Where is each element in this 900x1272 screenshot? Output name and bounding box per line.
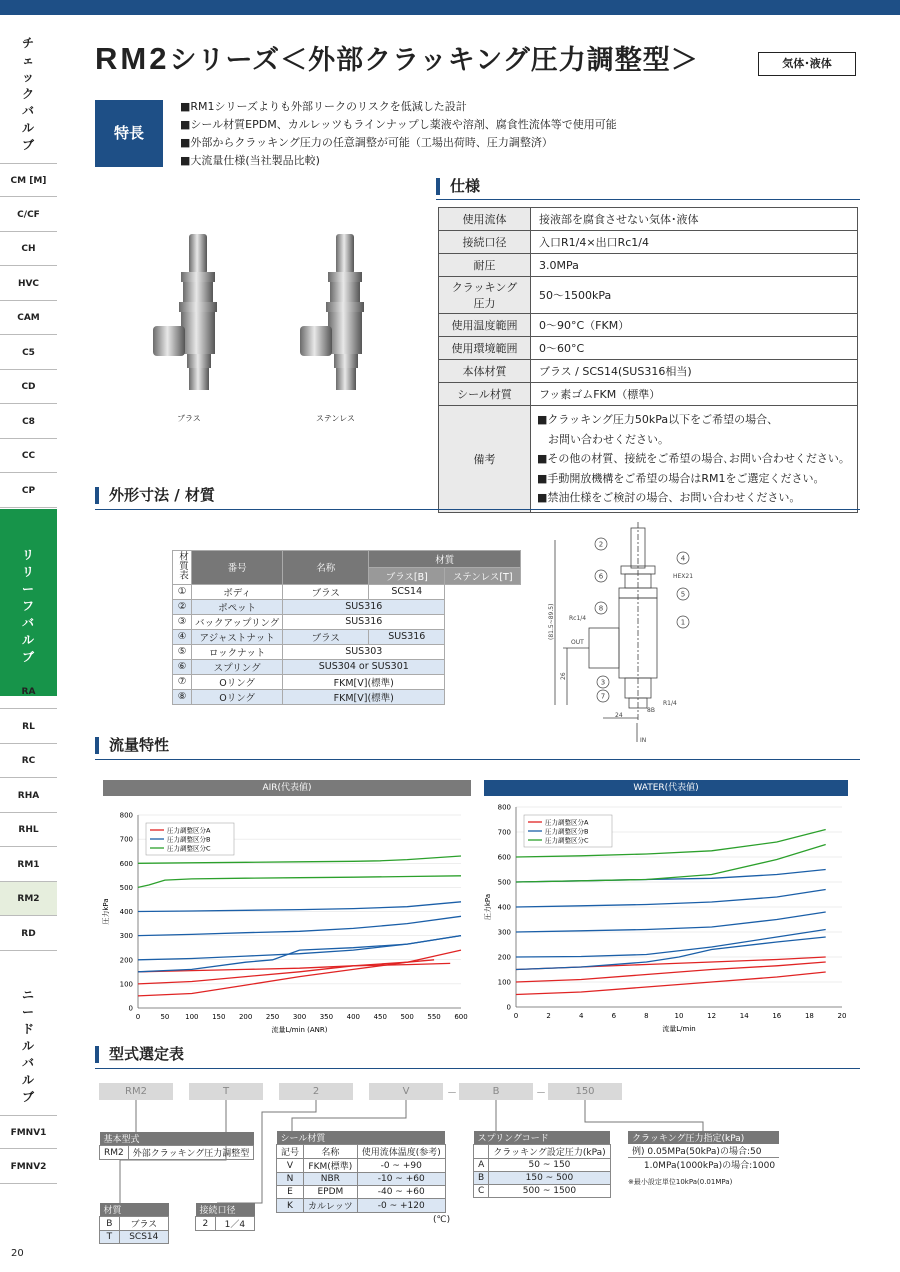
stainless-caption: ステンレス [316, 414, 355, 423]
water-chart-header: WATER(代表値) [484, 780, 848, 796]
x-tick-label: 350 [319, 1013, 334, 1021]
y-tick-label: 300 [119, 932, 133, 941]
spec-notes [531, 406, 858, 513]
features-list [180, 98, 617, 170]
material-no: ⑦ [173, 674, 192, 689]
series-line [138, 963, 450, 971]
port-code-table: 接続口径 2 1／4 [195, 1203, 255, 1231]
spec-note-line: ■クラッキング圧力50kPa以下をご希望の場合、 [537, 413, 779, 426]
sidebar-item[interactable]: C5 [0, 336, 57, 370]
y-tick-label: 100 [497, 978, 511, 987]
material-brass: ブラス [283, 584, 369, 599]
material-no: ① [173, 584, 192, 599]
seal-cell: K [277, 1199, 304, 1213]
y-tick-label: 300 [497, 928, 511, 937]
x-tick-label: 6 [611, 1012, 617, 1020]
air-flow-chart [100, 802, 475, 1037]
spec-row [439, 337, 858, 360]
x-tick-label: 4 [578, 1012, 584, 1020]
seal-cell: FKM(標準) [304, 1159, 358, 1173]
material-table [172, 550, 521, 705]
dim-24: 24 [615, 712, 623, 719]
sidebar-item[interactable]: CD [0, 370, 57, 404]
spec-value: 3.0MPa [531, 254, 858, 277]
material-name: Oリング [192, 689, 283, 704]
flow-heading-rule [95, 759, 860, 760]
material-value: FKM[V](標準) [283, 674, 445, 689]
seal-cell: -0 ~ +120 [357, 1199, 445, 1213]
seal-cell: -10 ~ +60 [357, 1173, 445, 1186]
material-brass: ブラス [283, 629, 369, 644]
spec-heading-rule [436, 199, 860, 200]
legend-label: 圧力調整区分A [167, 826, 211, 835]
spec-value: 入口R1/4×出口Rc1/4 [531, 231, 858, 254]
dim-26: 26 [560, 672, 567, 680]
y-axis-label: 圧力kPa [102, 898, 110, 925]
model-box-seal: V [369, 1083, 443, 1100]
model-box-spring: B [459, 1083, 533, 1100]
spec-value: 0～90°C（FKM） [531, 314, 858, 337]
spec-key: 本体材質 [439, 360, 531, 383]
spec-value: フッ素ゴムFKM（標準） [531, 383, 858, 406]
spec-note-key: 備考 [439, 406, 531, 513]
series-line [138, 936, 461, 960]
features-label: 特長 [95, 100, 163, 167]
sidebar-item[interactable]: RM1 [0, 848, 57, 882]
x-tick-label: 400 [346, 1013, 361, 1021]
series-line [138, 960, 434, 984]
y-tick-label: 100 [119, 980, 133, 989]
spring-row [474, 1159, 611, 1172]
material-no: ⑥ [173, 659, 192, 674]
top-bar [0, 0, 900, 15]
legend-label: 圧力調整区分B [545, 827, 589, 836]
r-label: R1/4 [663, 700, 677, 707]
sidebar-item[interactable]: FMNV2 [0, 1150, 57, 1184]
model-box-material: T [189, 1083, 263, 1100]
spec-table [438, 207, 858, 513]
model-box-series: RM2 [99, 1083, 173, 1100]
x-tick-label: 14 [739, 1012, 749, 1020]
feature-item: ■シール材質EPDM、カルレッツもラインナップし薬液や溶剤、腐食性流体等で使用可能 [180, 118, 617, 131]
spec-row [439, 208, 858, 231]
sidebar-item[interactable]: CH [0, 232, 57, 266]
x-tick-label: 0 [135, 1013, 141, 1021]
sidebar-nav [0, 15, 57, 1272]
sidebar-relief-valve-section[interactable] [0, 509, 57, 696]
seal-cell: N [277, 1173, 304, 1186]
legend-label: 圧力調整区分A [545, 818, 589, 827]
spec-key: 接続口径 [439, 231, 531, 254]
x-axis-label: 流量L/min (ANR) [271, 1026, 328, 1034]
material-value: SUS316 [283, 614, 445, 629]
x-tick-label: 0 [513, 1012, 519, 1020]
x-tick-label: 550 [427, 1013, 441, 1021]
seal-row [277, 1159, 446, 1173]
sidebar-needle-valve-label: ニ ー ド ル バ ル ブ [21, 988, 35, 1104]
model-heading-rule [95, 1068, 860, 1069]
balloon-6: 6 [598, 572, 604, 581]
x-tick-label: 2 [546, 1012, 551, 1020]
y-tick-label: 500 [497, 878, 511, 887]
material-name: アジャストナット [192, 629, 283, 644]
material-no: ⑤ [173, 644, 192, 659]
sidebar-item[interactable]: RD [0, 917, 57, 951]
balloon-4: 4 [680, 554, 686, 563]
spec-key: クラッキング圧力 [439, 277, 531, 314]
brass-caption: ブラス [177, 414, 201, 423]
balloon-1: 1 [680, 618, 686, 627]
seal-unit: (℃) [433, 1215, 451, 1225]
material-table-side-label: 材質表 [173, 551, 192, 585]
spec-note-line: ■禁油仕様をご検討の場合、お問い合わせください。 [537, 491, 801, 504]
model-dash: － [447, 1088, 457, 1099]
legend-label: 圧力調整区分B [167, 835, 211, 844]
series-line [516, 972, 826, 995]
rc-label: Rc1/4 [569, 615, 587, 622]
y-tick-label: 0 [506, 1003, 511, 1012]
material-row [173, 674, 521, 689]
material-no: ② [173, 599, 192, 614]
seal-cell: NBR [304, 1173, 358, 1186]
spec-key: 耐圧 [439, 254, 531, 277]
x-tick-label: 10 [674, 1012, 684, 1020]
material-name: ポペット [192, 599, 283, 614]
col-no: 番号 [192, 551, 283, 585]
material-row [173, 644, 521, 659]
spec-note-line: ■その他の材質、接続をご希望の場合､お問い合わせください｡ [537, 452, 845, 465]
x-tick-label: 150 [212, 1013, 226, 1021]
y-tick-label: 800 [119, 811, 133, 820]
title-rest: シリーズ＜外部クラッキング圧力調整型＞ [169, 45, 699, 76]
material-row [173, 689, 521, 704]
material-row [173, 614, 521, 629]
seal-row [277, 1186, 446, 1199]
sidebar-check-valve-label: チ ェ ッ ク バ ル ブ [21, 36, 35, 152]
sidebar-item[interactable]: FMNV1 [0, 1115, 57, 1149]
seal-cell: E [277, 1186, 304, 1199]
air-chart-header: AIR(代表値) [103, 780, 471, 796]
hex-label: HEX21 [673, 573, 694, 580]
seal-cell: -0 ~ +90 [357, 1159, 445, 1173]
model-dash: － [536, 1088, 546, 1099]
series-line [138, 950, 461, 996]
x-tick-label: 600 [454, 1013, 468, 1021]
sidebar-item[interactable]: CC [0, 439, 57, 473]
page-number: 20 [11, 1248, 24, 1259]
y-tick-label: 600 [119, 859, 133, 868]
seal-cell: V [277, 1159, 304, 1173]
spec-value: 50～1500kPa [531, 277, 858, 314]
material-name: ボディ [192, 584, 283, 599]
material-row [173, 629, 521, 644]
sidebar-item[interactable]: RC [0, 744, 57, 778]
sidebar-item[interactable]: C/CF [0, 198, 57, 232]
seal-code-table: シール材質 記号 名称 使用流体温度(参考) V FKM(標準) -0 ~ +90 N NBR -10 ~ +60 E EPDM -40 ~ +60 K カルレッツ -0 ~ +120 [276, 1131, 446, 1213]
spring-row [474, 1185, 611, 1198]
sidebar-item[interactable]: RA [0, 675, 57, 709]
legend-label: 圧力調整区分C [545, 836, 589, 845]
spec-value: 接液部を腐食させない気体･液体 [531, 208, 858, 231]
series-line [516, 930, 826, 958]
model-box-port: 2 [279, 1083, 353, 1100]
x-tick-label: 500 [400, 1013, 414, 1021]
material-name: Oリング [192, 674, 283, 689]
y-tick-label: 200 [119, 956, 133, 965]
sidebar-item[interactable]: CP [0, 474, 57, 508]
spec-row [439, 277, 858, 314]
spec-key: 使用環境範囲 [439, 337, 531, 360]
cracking-table: クラッキング圧力指定(kPa) 例) 0.05MPa(50kPa)の場合:50 1.0MPa(1000kPa)の場合:1000 [628, 1131, 779, 1171]
dimension-drawing [533, 520, 733, 745]
y-tick-label: 200 [497, 953, 511, 962]
x-tick-label: 8 [644, 1012, 649, 1020]
x-tick-label: 18 [804, 1012, 814, 1020]
material-row [173, 584, 521, 599]
spring-cell: 50 ~ 150 [489, 1159, 610, 1172]
sidebar-item[interactable]: CM [M] [0, 163, 57, 197]
x-tick-label: 100 [185, 1013, 199, 1021]
water-flow-chart [482, 796, 852, 1038]
spec-row [439, 360, 858, 383]
model-heading: 型式選定表 [95, 1046, 184, 1063]
series-line [138, 856, 461, 863]
seal-cell: カルレッツ [304, 1199, 358, 1213]
material-no: ③ [173, 614, 192, 629]
material-name: ロックナット [192, 644, 283, 659]
y-tick-label: 700 [497, 828, 511, 837]
spec-row [439, 314, 858, 337]
cracking-note: ※最小設定単位10kPa(0.01MPa) [628, 1178, 733, 1186]
spec-value: 0～60°C [531, 337, 858, 360]
spring-cell: C [474, 1185, 489, 1198]
series-name: RM2 [95, 41, 170, 76]
y-tick-label: 800 [497, 803, 511, 812]
dims-heading-rule [95, 509, 860, 510]
y-tick-label: 700 [119, 835, 133, 844]
spring-cell: B [474, 1172, 489, 1185]
y-tick-label: 400 [497, 903, 511, 912]
balloon-8: 8 [598, 604, 604, 613]
material-value: SUS304 or SUS301 [283, 659, 445, 674]
stainless-valve-photo [290, 230, 390, 400]
spec-key: 使用流体 [439, 208, 531, 231]
balloon-5: 5 [680, 590, 686, 599]
x-tick-label: 200 [238, 1013, 253, 1021]
dim-8b: 8B [647, 707, 655, 714]
spring-code-table: スプリングコード クラッキング設定圧力(kPa) A 50 ~ 150 B 150 ~ 500 C 500 ~ 1500 [473, 1131, 611, 1198]
spec-note-line: お問い合わせください。 [537, 432, 669, 446]
balloon-7: 7 [600, 692, 606, 701]
series-line [138, 902, 461, 912]
flow-heading: 流量特性 [95, 737, 169, 754]
spec-key: シール材質 [439, 383, 531, 406]
seal-cell: -40 ~ +60 [357, 1186, 445, 1199]
spec-key: 使用温度範囲 [439, 314, 531, 337]
fluid-badge: 気体･液体 [758, 52, 856, 76]
out-label: OUT [571, 639, 584, 646]
y-tick-label: 400 [119, 908, 133, 916]
sidebar-item[interactable]: RHL [0, 813, 57, 847]
sidebar-item[interactable]: RL [0, 710, 57, 744]
spring-cell: 500 ~ 1500 [489, 1185, 610, 1198]
y-axis-label: 圧力kPa [484, 893, 492, 921]
material-stainless: SUS316 [369, 629, 445, 644]
col-name: 名称 [283, 551, 369, 585]
x-tick-label: 20 [837, 1012, 847, 1020]
sidebar-item[interactable]: CAM [0, 301, 57, 335]
in-label: IN [640, 737, 647, 744]
seal-cell: EPDM [304, 1186, 358, 1199]
material-row [173, 599, 521, 614]
x-tick-label: 12 [707, 1012, 717, 1020]
spring-cell: 150 ~ 500 [489, 1172, 610, 1185]
feature-item: ■外部からクラッキング圧力の任意調整が可能（工場出荷時、圧力調整済） [180, 136, 553, 149]
seal-row [277, 1199, 446, 1213]
spec-note-line: ■手動開放機構をご希望の場合はRM1をご選定ください。 [537, 471, 825, 485]
series-line [516, 890, 826, 908]
y-tick-label: 600 [497, 853, 511, 862]
x-tick-label: 300 [292, 1013, 307, 1021]
material-value: FKM[V](標準) [283, 689, 445, 704]
material-value: SUS303 [283, 644, 445, 659]
series-line [516, 937, 826, 970]
sidebar-item[interactable]: C8 [0, 405, 57, 439]
dims-heading: 外形寸法 / 材質 [95, 487, 215, 504]
material-no: ⑧ [173, 689, 192, 704]
series-line [516, 962, 826, 982]
balloon-3: 3 [600, 678, 606, 687]
spring-row [474, 1172, 611, 1185]
y-tick-label: 0 [128, 1004, 133, 1013]
x-tick-label: 250 [265, 1013, 280, 1021]
series-line [516, 845, 826, 883]
x-tick-label: 450 [373, 1013, 387, 1021]
spec-row [439, 231, 858, 254]
col-material: 材質 [369, 551, 521, 568]
material-row [173, 659, 521, 674]
balloon-2: 2 [598, 540, 604, 549]
material-name: スプリング [192, 659, 283, 674]
feature-item: ■RM1シリーズよりも外部リークのリスクを低減した設計 [180, 100, 467, 113]
spec-row-notes [439, 406, 858, 513]
series-line [516, 870, 826, 883]
material-value: SUS316 [283, 599, 445, 614]
model-box-cracking: 150 [548, 1083, 622, 1100]
material-code-table: 材質 B ブラス T SCS14 [99, 1203, 169, 1244]
brass-valve-photo [145, 230, 245, 400]
y-tick-label: 500 [119, 883, 133, 892]
x-tick-label: 50 [160, 1013, 170, 1021]
seal-row [277, 1173, 446, 1186]
series-line [138, 916, 461, 935]
spec-heading: 仕様 [436, 178, 480, 195]
basic-model-table: 基本型式 RM2 外部クラッキング圧力調整型 [99, 1132, 254, 1160]
legend-label: 圧力調整区分C [167, 844, 211, 853]
spec-value: ブラス / SCS14(SUS316相当) [531, 360, 858, 383]
material-no: ④ [173, 629, 192, 644]
material-name: バックアップリング [192, 614, 283, 629]
spring-cell: A [474, 1159, 489, 1172]
col-brass: ブラス[B] [369, 567, 445, 584]
material-stainless: SCS14 [369, 584, 445, 599]
x-tick-label: 16 [772, 1012, 782, 1020]
sidebar-item[interactable]: RM2 [0, 882, 57, 916]
series-line [516, 912, 826, 932]
spec-row [439, 383, 858, 406]
sidebar-relief-valve-label: リ リ ー フ バ ル ブ [21, 548, 35, 664]
spec-row [439, 254, 858, 277]
page-title [95, 38, 699, 77]
feature-item: ■大流量仕様(当社製品比較) [180, 154, 320, 167]
series-line [138, 876, 461, 888]
dim-height: (81.5~89.5) [548, 603, 555, 640]
x-axis-label: 流量L/min [662, 1025, 696, 1033]
sidebar-item[interactable]: RHA [0, 779, 57, 813]
col-stainless: ステンレス[T] [445, 567, 521, 584]
sidebar-item[interactable]: HVC [0, 267, 57, 301]
